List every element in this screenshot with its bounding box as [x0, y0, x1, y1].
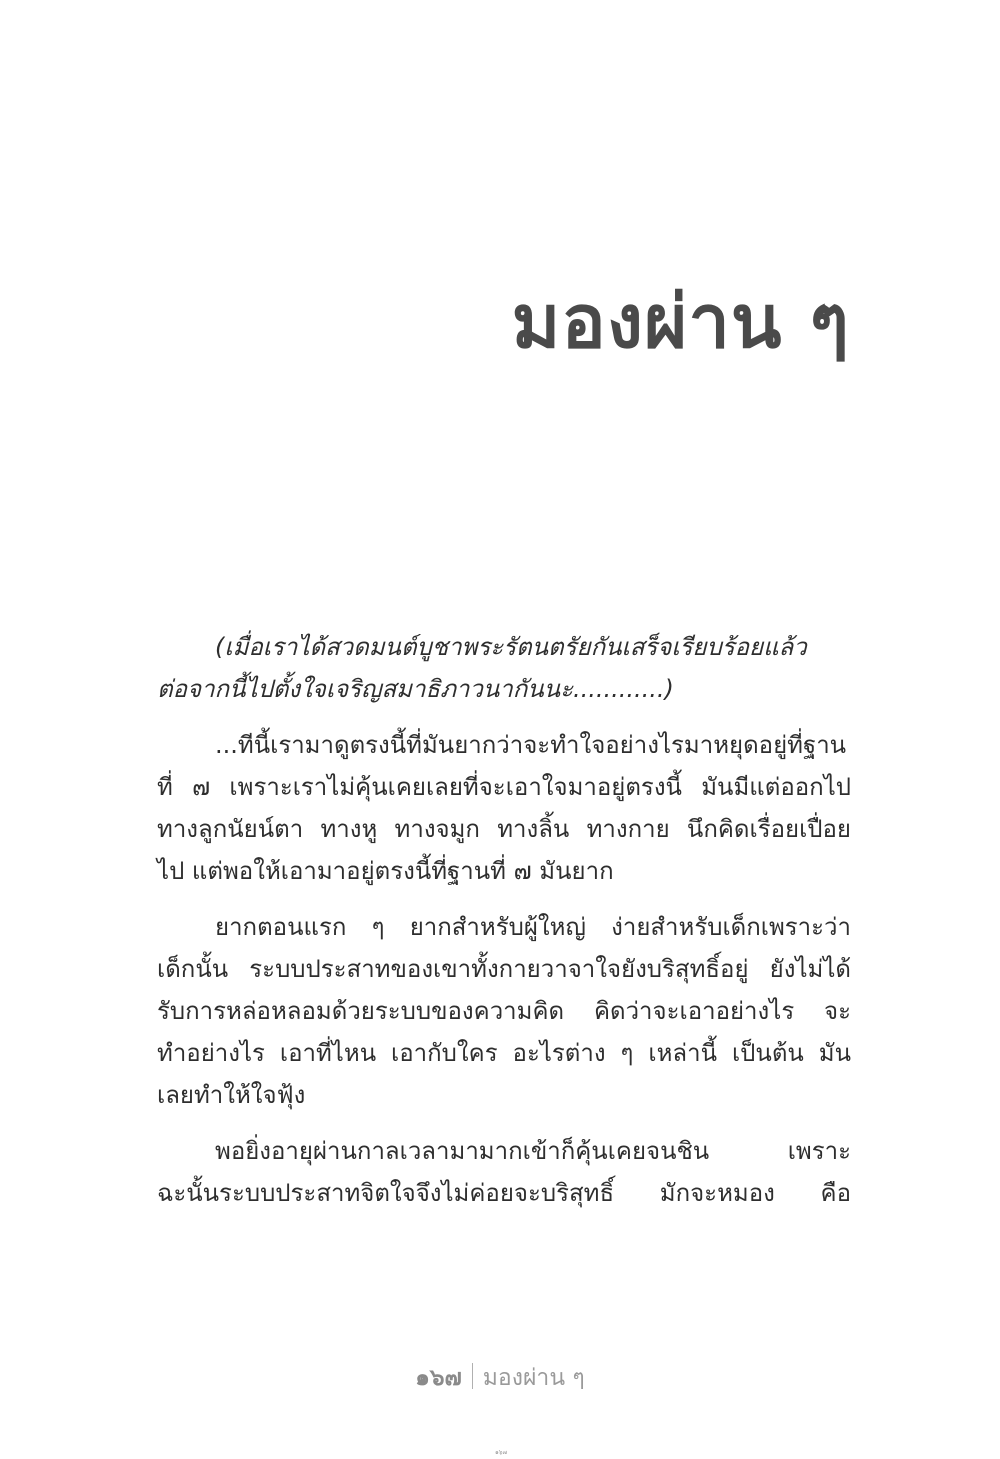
text-line: พอยิ่งอายุผ่านกาลเวลามามากเข้าก็คุ้นเคยจนชิน เพราะ [215, 1137, 851, 1165]
text-line: ทางลูกนัยน์ตา ทางหู ทางจมูก ทางลิ้น ทางกาย นึกคิดเรื่อยเปื่อย [157, 815, 851, 843]
running-title: มองผ่าน ๆ [482, 1365, 585, 1391]
text-line: ...ทีนี้เรามาดูตรงนี้ที่มันยากว่าจะทำใจอย่างไรมาหยุดอยู่ที่ฐาน [215, 731, 847, 759]
printer-mark: ๑๖๗ [495, 1449, 508, 1456]
intro-paragraph [157, 626, 851, 710]
text-line: ยากตอนแรก ๆ ยากสำหรับผู้ใหญ่ ง่ายสำหรับเด็กเพราะว่า [215, 913, 851, 941]
text-line: (เมื่อเราได้สวดมนต์บูชาพระรัตนตรัยกันเสร็จเรียบร้อยแล้ว [215, 633, 807, 661]
body-text [157, 626, 851, 1228]
text-line: รับการหล่อหลอมด้วยระบบของความคิด คิดว่าจะเอาอย่างไร จะ [157, 997, 851, 1025]
text-line: ฉะนั้นระบบประสาทจิตใจจึงไม่ค่อยจะบริสุทธิ์ มักจะหมอง คือ [157, 1179, 851, 1207]
page-number: ๑๖๗ [415, 1365, 462, 1391]
footer-divider [472, 1363, 473, 1389]
text-line: ที่ ๗ เพราะเราไม่คุ้นเคยเลยที่จะเอาใจมาอยู่ตรงนี้ มันมีแต่ออกไป [157, 773, 851, 801]
paragraph [157, 1130, 851, 1214]
text-line: ทำอย่างไร เอาที่ไหน เอากับใคร อะไรต่าง ๆ เหล่านี้ เป็นต้น มัน [157, 1039, 851, 1067]
paragraph [157, 724, 851, 892]
text-line: ไป แต่พอให้เอามาอยู่ตรงนี้ที่ฐานที่ ๗ มันยาก [157, 857, 614, 885]
text-line: ต่อจากนี้ไปตั้งใจเจริญสมาธิภาวนากันนะ............) [157, 675, 674, 703]
text-line: เลยทำให้ใจฟุ้ง [157, 1081, 306, 1109]
paragraph [157, 906, 851, 1116]
page-footer [0, 1360, 1000, 1396]
text-line: เด็กนั้น ระบบประสาทของเขาทั้งกายวาจาใจยังบริสุทธิ์อยู่ ยังไม่ได้ [157, 955, 851, 983]
chapter-title: มองผ่าน ๆ [511, 279, 850, 365]
